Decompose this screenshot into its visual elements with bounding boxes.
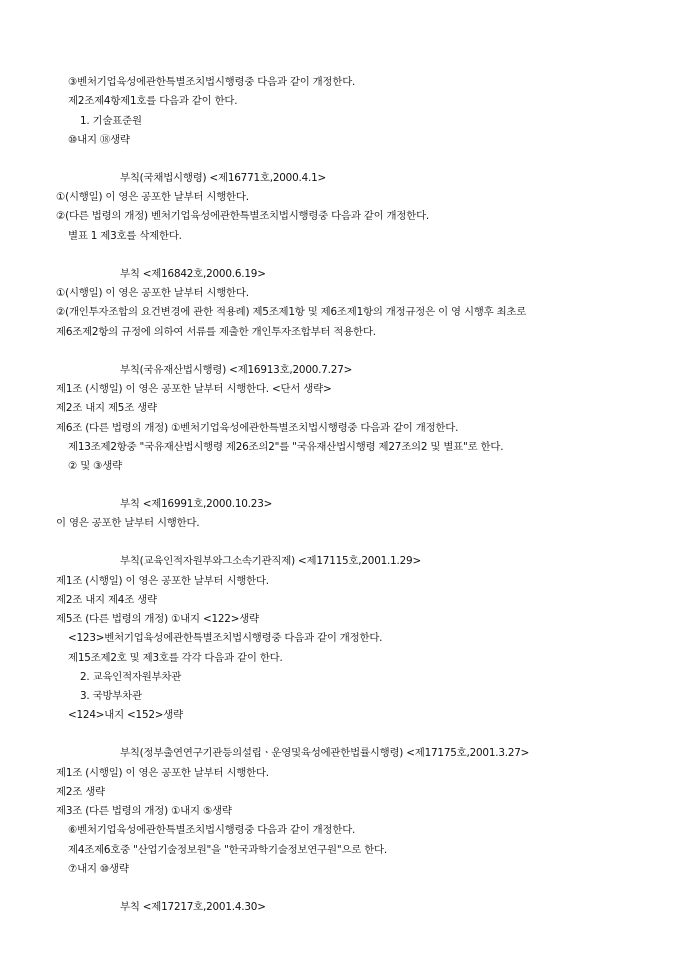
addendum-heading: 부칙(교육인적자원부와그소속기관직제) <제17115호,2001.1.29> bbox=[120, 555, 421, 567]
text-line: 제4조제6호중 "산업기술정보원"을 "한국과학기술정보연구원"으로 한다. bbox=[68, 844, 387, 856]
text-line: 제2조제4항제1호를 다음과 같이 한다. bbox=[68, 95, 238, 107]
text-line: 2. 교육인적자원부차관 bbox=[80, 671, 182, 683]
text-line: 제6조 (다른 법령의 개정) ①벤처기업육성에관한특별조치법시행령중 다음과 같이 개정한다. bbox=[56, 422, 459, 434]
text-line: ⑥벤처기업육성에관한특별조치법시행령중 다음과 같이 개정한다. bbox=[68, 824, 356, 836]
addendum-heading: 부칙(국채법시행령) <제16771호,2000.4.1> bbox=[120, 172, 327, 184]
text-line: 제6조제2항의 규정에 의하여 서류를 제출한 개인투자조합부터 적용한다. bbox=[56, 326, 376, 338]
text-line: 3. 국방부차관 bbox=[80, 690, 142, 702]
text-line: 제15조제2호 및 제3호를 각각 다음과 같이 한다. bbox=[68, 652, 283, 664]
addendum-heading: 부칙(정부출연연구기관등의설립ㆍ운영및육성에관한법률시행령) <제17175호,2001.3.27> bbox=[120, 747, 530, 759]
text-line: ②(다른 법령의 개정) 벤처기업육성에관한특별조치법시행령중 다음과 같이 개정한다. bbox=[56, 210, 430, 222]
text-line: 제1조 (시행일) 이 영은 공포한 날부터 시행한다. <단서 생략> bbox=[56, 383, 332, 395]
text-line: 제2조 내지 제4조 생략 bbox=[56, 594, 157, 606]
text-line: ①(시행일) 이 영은 공포한 날부터 시행한다. bbox=[56, 287, 249, 299]
text-line: ②(개인투자조합의 요건변경에 관한 적용례) 제5조제1항 및 제6조제1항의 개정규정은 이 영 시행후 최초로 bbox=[56, 306, 527, 318]
text-line: 이 영은 공포한 날부터 시행한다. bbox=[56, 517, 200, 529]
text-line: <124>내지 <152>생략 bbox=[68, 709, 183, 721]
text-line: 1. 기술표준원 bbox=[80, 115, 142, 127]
text-line: 제1조 (시행일) 이 영은 공포한 날부터 시행한다. bbox=[56, 575, 269, 587]
text-line: 제1조 (시행일) 이 영은 공포한 날부터 시행한다. bbox=[56, 767, 269, 779]
addendum-heading: 부칙(국유재산법시행령) <제16913호,2000.7.27> bbox=[120, 364, 353, 376]
text-line: 별표 1 제3호를 삭제한다. bbox=[68, 230, 182, 242]
text-line: 제2조 생략 bbox=[56, 786, 105, 798]
text-line: 제13조제2항중 "국유재산법시행령 제26조의2"를 "국유재산법시행령 제27조의2 및 별표"로 한다. bbox=[68, 441, 504, 453]
addendum-heading: 부칙 <제17217호,2001.4.30> bbox=[120, 901, 266, 913]
text-line: 제5조 (다른 법령의 개정) ①내지 <122>생략 bbox=[56, 613, 259, 625]
addendum-heading: 부칙 <제16991호,2000.10.23> bbox=[120, 498, 273, 510]
text-line: 제2조 내지 제5조 생략 bbox=[56, 402, 157, 414]
text-line: <123>벤처기업육성에관한특별조치법시행령중 다음과 같이 개정한다. bbox=[68, 632, 383, 644]
text-line: ①(시행일) 이 영은 공포한 날부터 시행한다. bbox=[56, 191, 249, 203]
text-line: ② 및 ③생략 bbox=[68, 460, 122, 472]
text-line: ③벤처기업육성에관한특별조치법시행령중 다음과 같이 개정한다. bbox=[68, 76, 356, 88]
text-line: ⑩내지 ⑱생략 bbox=[68, 134, 130, 146]
text-line: ⑦내지 ⑩생략 bbox=[68, 863, 129, 875]
addendum-heading: 부칙 <제16842호,2000.6.19> bbox=[120, 268, 266, 280]
text-line: 제3조 (다른 법령의 개정) ①내지 ⑤생략 bbox=[56, 805, 232, 817]
